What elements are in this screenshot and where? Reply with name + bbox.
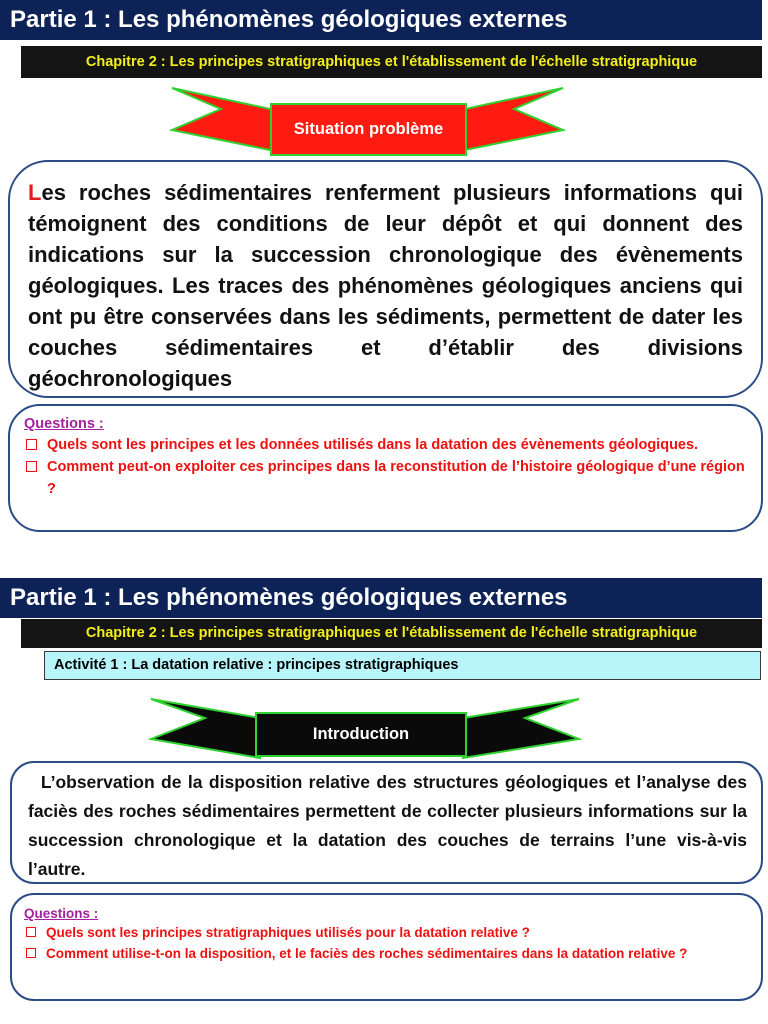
questions-box-2	[10, 893, 763, 1001]
checkbox-bullet-icon	[26, 439, 37, 450]
chapter-title: Chapitre 2 : Les principes stratigraphiques et l'établissement de l'échelle stratigraphique	[85, 54, 698, 70]
question-item	[24, 922, 749, 943]
questions-box-1	[8, 404, 763, 532]
questions-title: Questions :	[24, 906, 99, 921]
checkbox-bullet-icon	[26, 927, 36, 937]
part-title: Partie 1 : Les phénomènes géologiques externes	[10, 6, 568, 33]
problem-situation-box	[8, 160, 763, 398]
question-item	[24, 456, 749, 500]
part-title: Partie 1 : Les phénomènes géologiques externes	[10, 584, 568, 611]
chapter-title: Chapitre 2 : Les principes stratigraphiques et l'établissement de l'échelle stratigraphique	[85, 625, 698, 641]
ribbon-left-tail	[151, 699, 260, 758]
ribbon-right-tail	[460, 88, 563, 151]
ribbon-label-text: Situation problème	[293, 120, 444, 138]
drop-cap-letter: L	[28, 180, 42, 205]
problem-situation-text	[28, 177, 743, 394]
part-title-banner	[0, 0, 762, 40]
ribbon-label-text: Introduction	[312, 725, 410, 743]
question-text: Quels sont les principes et les données utilisés dans la datation des évènements géologiques.	[47, 437, 699, 453]
introduction-text	[28, 768, 747, 884]
questions-title: Questions :	[24, 416, 104, 432]
question-item	[24, 943, 749, 964]
introduction-box	[10, 761, 763, 884]
ribbon-right-tail	[463, 699, 579, 758]
checkbox-bullet-icon	[26, 948, 36, 958]
ribbon-label-introduction	[255, 712, 467, 757]
question-item	[24, 434, 749, 456]
question-text: Comment utilise-t-on la disposition, et le faciès des roches sédimentaires dans la datation relative ?	[46, 946, 688, 961]
checkbox-bullet-icon	[26, 461, 37, 472]
activity-title: Activité 1 : La datation relative : principes stratigraphiques	[54, 657, 459, 673]
question-text: Comment peut-on exploiter ces principes dans la reconstitution de l’histoire géologique d’une région ?	[47, 459, 745, 497]
part-title-banner	[0, 578, 762, 618]
activity-banner	[44, 651, 761, 680]
introduction-body: L’observation de la disposition relative des structures géologiques et l’analyse des faciès des roches sédimentaires permettent de collecter plusieurs informations sur la succession chronologique et la datation des couches de terrains l’une vis-à-vis l’autre.	[28, 772, 747, 879]
ribbon-left-tail	[172, 88, 275, 151]
question-text: Quels sont les principes stratigraphiques utilisés pour la datation relative ?	[46, 925, 530, 940]
ribbon-label-situation	[270, 103, 467, 156]
chapter-banner	[21, 619, 762, 648]
chapter-banner	[21, 46, 762, 78]
problem-situation-body: es roches sédimentaires renferment plusieurs informations qui témoignent des conditions de leur dépôt et qui donnent des indications sur la succession chronologique des évènements géologiques. Les traces des phénomènes géologiques anciens qui ont pu être conservées dans les sédiments, permettent de dater les couches sédimentaires et d’établir des divisions géochronologiques	[28, 180, 743, 391]
